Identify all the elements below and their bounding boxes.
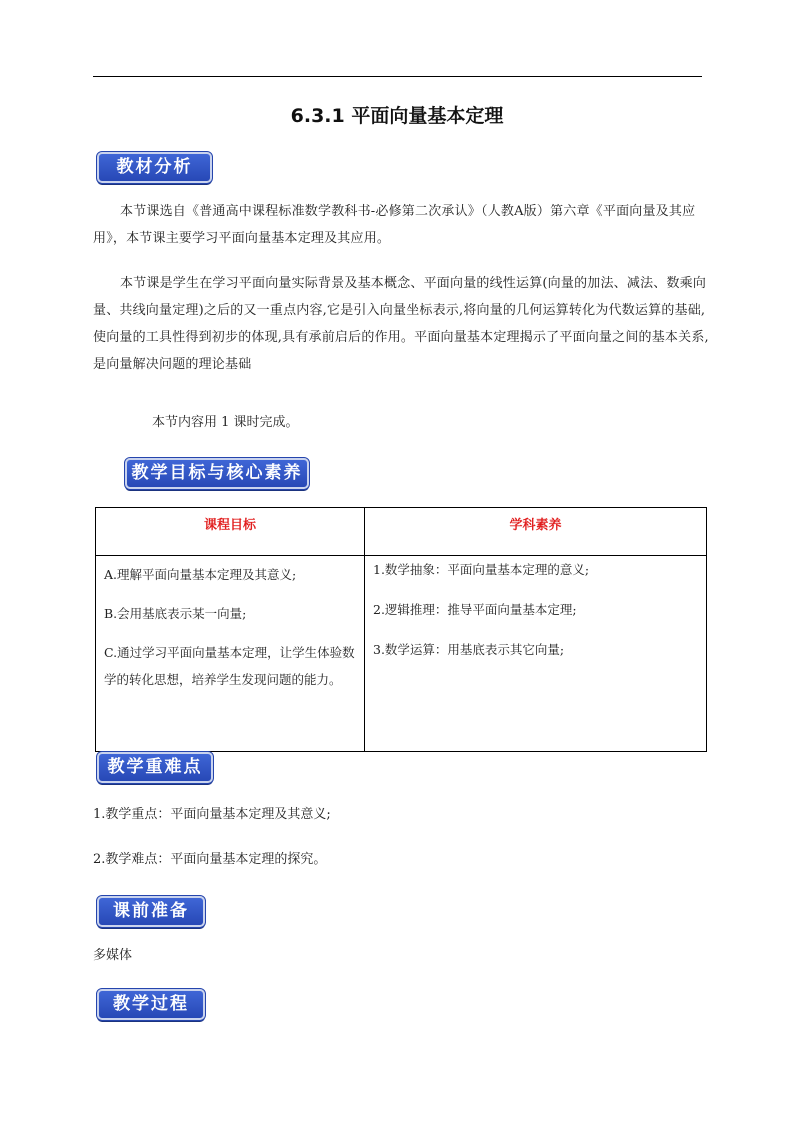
goals-header-course: 课程目标 (96, 508, 365, 556)
course-goal-item: A.理解平面向量基本定理及其意义; (104, 567, 297, 582)
literacy-item: 2.逻辑推理：推导平面向量基本定理; (373, 602, 577, 617)
goals-header-literacy: 学科素养 (365, 508, 707, 556)
key-point-difficulty: 2.教学难点：平面向量基本定理的探究。 (93, 852, 327, 867)
key-point-focus: 1.教学重点：平面向量基本定理及其意义; (93, 807, 331, 822)
goals-table (95, 507, 707, 752)
section-badge-key-points: 教学重难点 (97, 752, 213, 783)
literacy-item: 1.数学抽象：平面向量基本定理的意义; (373, 562, 590, 577)
goals-table-row (96, 556, 707, 752)
section-badge-preparation: 课前准备 (97, 896, 205, 927)
preparation-text: 多媒体 (93, 948, 133, 963)
analysis-paragraph-3: 本节内容用 1 课时完成。 (152, 415, 299, 430)
analysis-paragraph-1: 本节课选自《普通高中课程标准数学教科书-必修第二次承认》（人教A版）第六章《平面向量及其应用》，本节课主要学习平面向量基本定理及其应用。 (93, 204, 696, 246)
course-goal-item: C.通过学习平面向量基本定理，让学生体验数学的转化思想，培养学生发现问题的能力。 (104, 645, 355, 687)
section-badge-process: 教学过程 (97, 989, 205, 1020)
page-title: 6.3.1 平面向量基本定理 (290, 105, 504, 127)
section-badge-analysis: 教材分析 (97, 152, 212, 183)
analysis-paragraph-2: 本节课是学生在学习平面向量实际背景及基本概念、平面向量的线性运算(向量的加法、减法、数乘向量、共线向量定理)之后的又一重点内容,它是引入向量坐标表示,将向量的几何运算转化为代数运算的基础,使向量的工具性得到初步的体现,具有承前启后的作用。平面向量基本定理揭示了平面向量之间的基本关系,是向量解决问题的理论基础 (93, 276, 709, 372)
literacy-cell (365, 556, 707, 752)
course-goals-cell (96, 556, 365, 752)
literacy-item: 3.数学运算：用基底表示其它向量; (373, 642, 565, 657)
header-rule (93, 76, 702, 77)
goals-table-header-row (96, 508, 707, 556)
course-goal-item: B.会用基底表示某一向量; (104, 606, 247, 621)
section-badge-goals: 教学目标与核心素养 (125, 458, 309, 489)
